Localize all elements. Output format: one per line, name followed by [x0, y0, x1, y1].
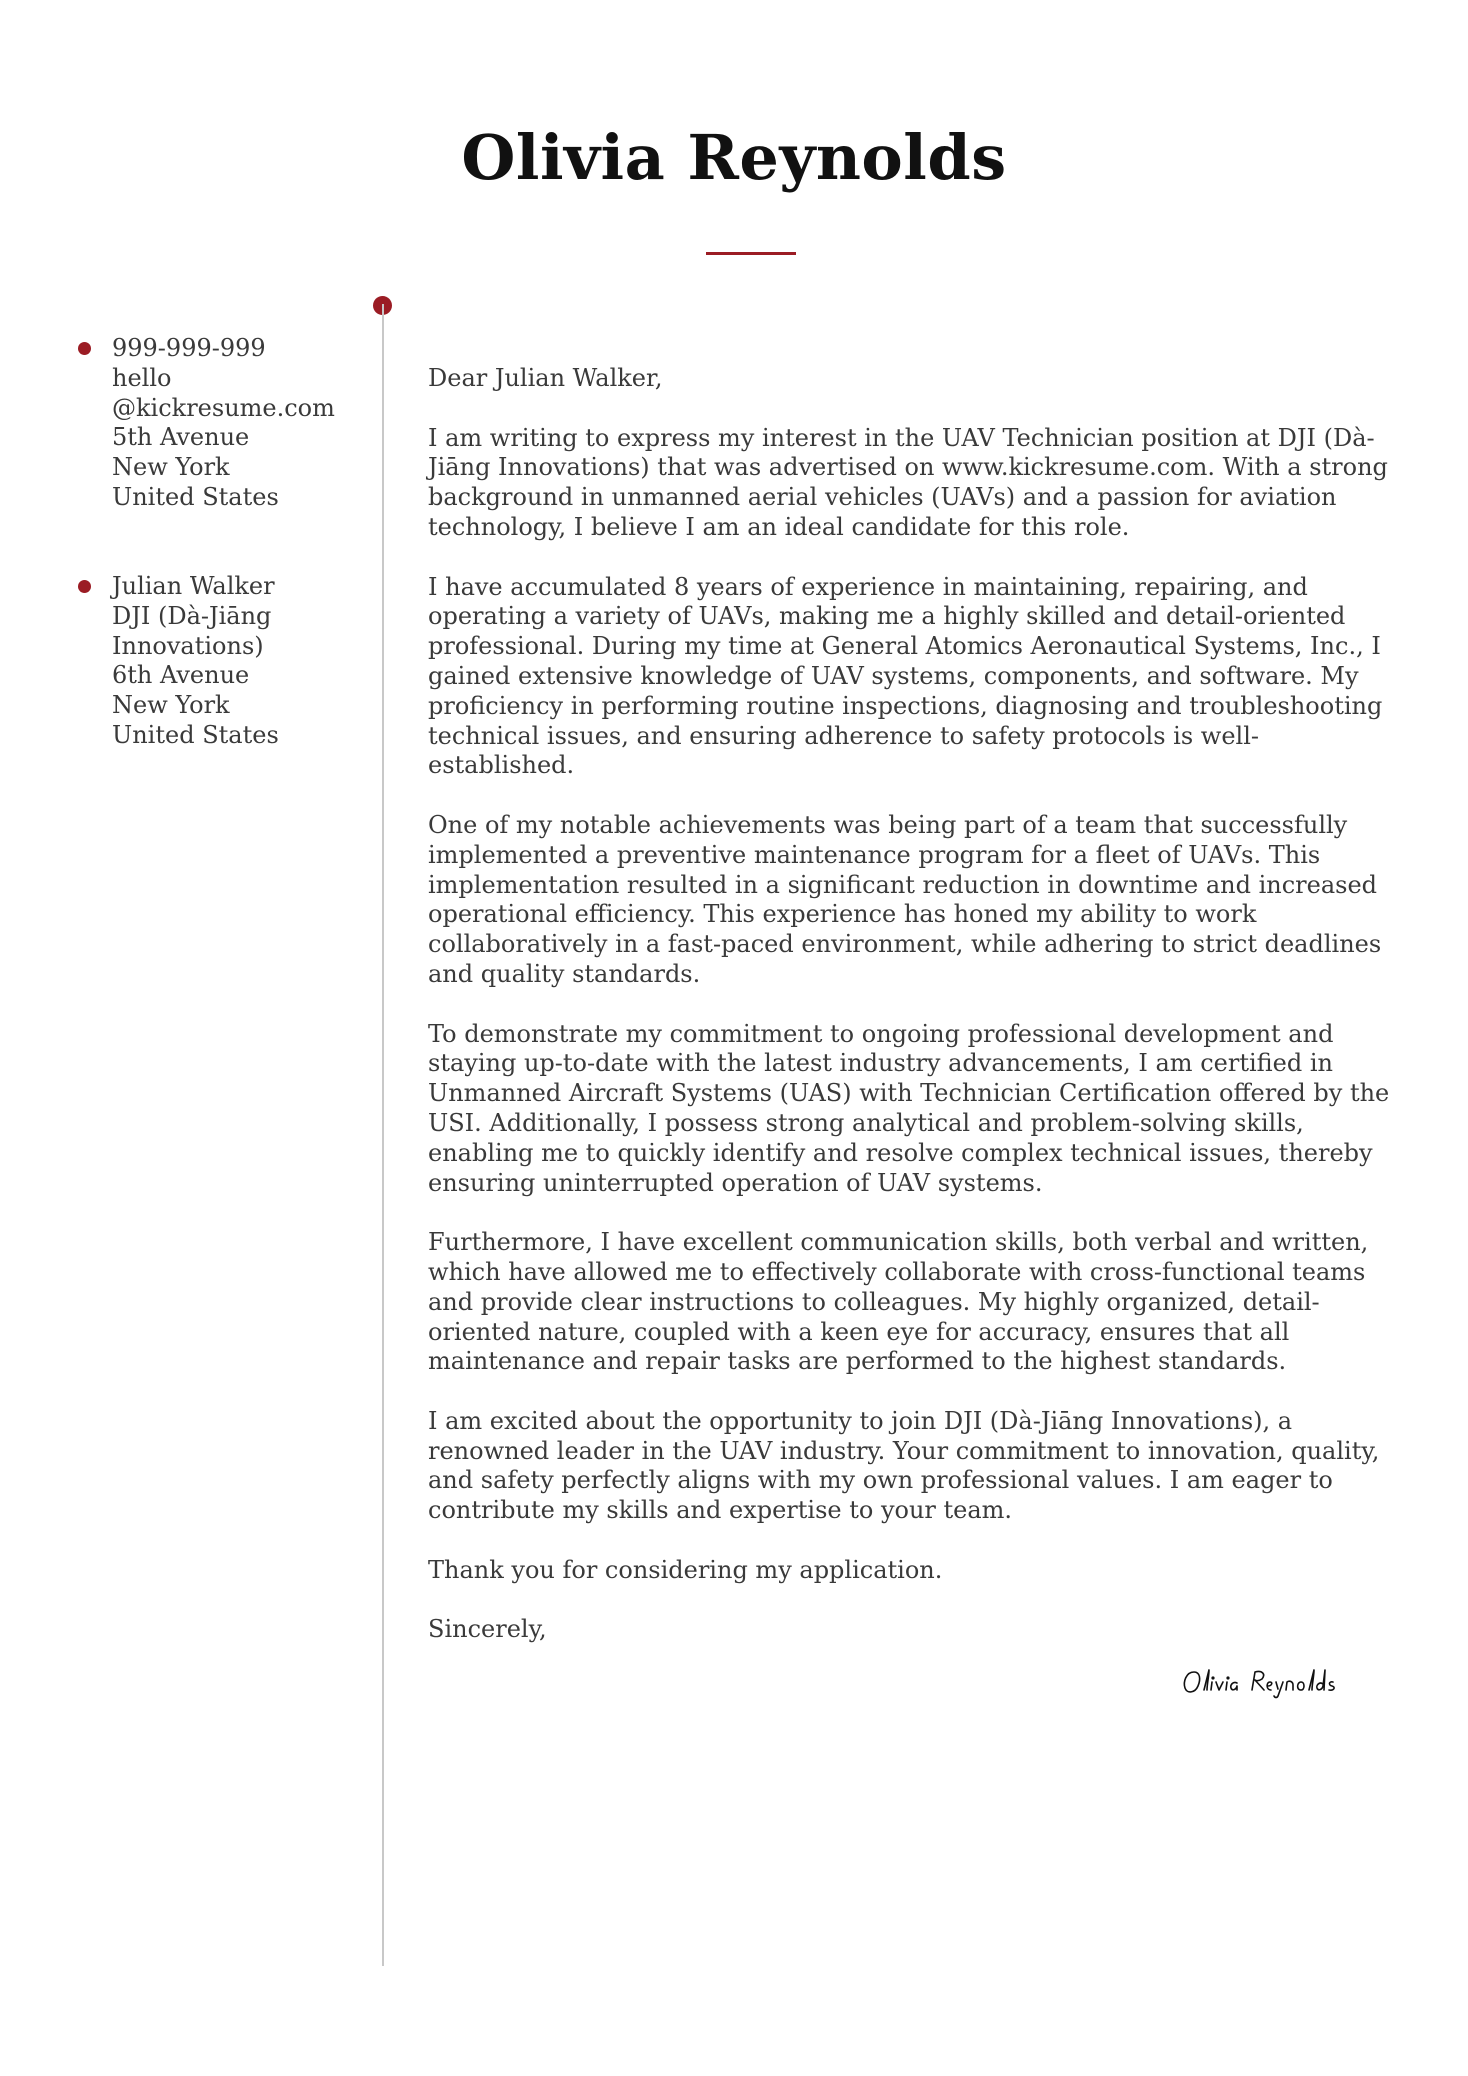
applicant-name: Olivia Reynolds	[461, 121, 1007, 194]
letter-paragraph: One of my notable achievements was being part of a team that successfully implemented a preventive maintenance program for a fleet of UAVs. This implementation resulted in a significant reduction in downtime and increased operational efficiency. This experience has honed my ability to work collaboratively in a fast-paced environment, while adhering to strict deadlines and quality standards.	[428, 810, 1382, 988]
sender-country: United States	[112, 482, 279, 511]
sender-email-part-2: @kickresume.com	[112, 393, 335, 422]
letter-paragraph: I am excited about the opportunity to join DJI (Dà-Jiāng Innovations), a renowned leader in the UAV industry. Your commitment to innovation, quality, and safety perfectly aligns with my own professional values. I am eager to contribute my skills and expertise to your team.	[428, 1406, 1380, 1525]
letter-paragraph: To demonstrate my commitment to ongoing professional development and staying up-to-date with the latest industry advancements, I am certified in Unmanned Aircraft Systems (UAS) with Technician Certification offered by the USI. Additionally, I possess strong analytical and problem-solving skills, enabling me to quickly identify and resolve complex technical issues, thereby ensuring uninterrupted operation of UAV systems.	[428, 1019, 1390, 1197]
letter-paragraph: I am writing to express my interest in the UAV Technician position at DJI (Dà-Jiāng Innovations) that was advertised on www.kickresume.com. With a strong background in unmanned aerial vehicles (UAVs) and a passion for aviation technology, I believe I am an ideal candidate for this role.	[428, 423, 1388, 541]
handwritten-signature	[1180, 1664, 1394, 1700]
sender-city: New York	[112, 453, 230, 482]
recipient-contact-block	[112, 572, 362, 751]
letter-paragraph: I have accumulated 8 years of experience in maintaining, repairing, and operating a variety of UAVs, making me a highly skilled and detail-oriented professional. During my time at General Atomics Aeronautical Systems, Inc., I gained extensive knowledge of UAV systems, components, and software. My proficiency in performing routine inspections, diagnosing and troubleshooting technical issues, and ensuring adherence to safety protocols is well-established.	[428, 572, 1383, 780]
recipient-street: 6th Avenue	[112, 661, 250, 690]
timeline-divider	[382, 304, 384, 1966]
recipient-name: Julian Walker	[112, 572, 275, 600]
letter-paragraph: Furthermore, I have excellent communication skills, both verbal and written, which have allowed me to effectively collaborate with cross-functional teams and provide clear instructions to colleagues. My highly organized, detail-oriented nature, coupled with a keen eye for accuracy, ensures that all maintenance and repair tasks are performed to the highest standards.	[428, 1228, 1369, 1376]
letter-closing: Sincerely,	[428, 1615, 547, 1644]
letter-body	[428, 364, 1394, 1675]
sender-bullet-icon	[78, 342, 91, 355]
recipient-company-part-2: Innovations)	[112, 631, 264, 660]
sender-email-part-1: hello	[112, 363, 172, 392]
sender-contact-block	[112, 334, 362, 513]
recipient-bullet-icon	[78, 580, 91, 593]
recipient-country: United States	[112, 720, 279, 749]
recipient-company-part-1: DJI (Dà-Jiāng	[112, 601, 272, 630]
recipient-city: New York	[112, 691, 230, 720]
sender-street: 5th Avenue	[112, 423, 250, 452]
sender-phone: 999-999-999	[112, 334, 266, 362]
letter-paragraph: Thank you for considering my application.	[428, 1555, 943, 1584]
name-underline-divider	[706, 252, 796, 255]
letter-greeting: Dear Julian Walker,	[428, 364, 663, 392]
